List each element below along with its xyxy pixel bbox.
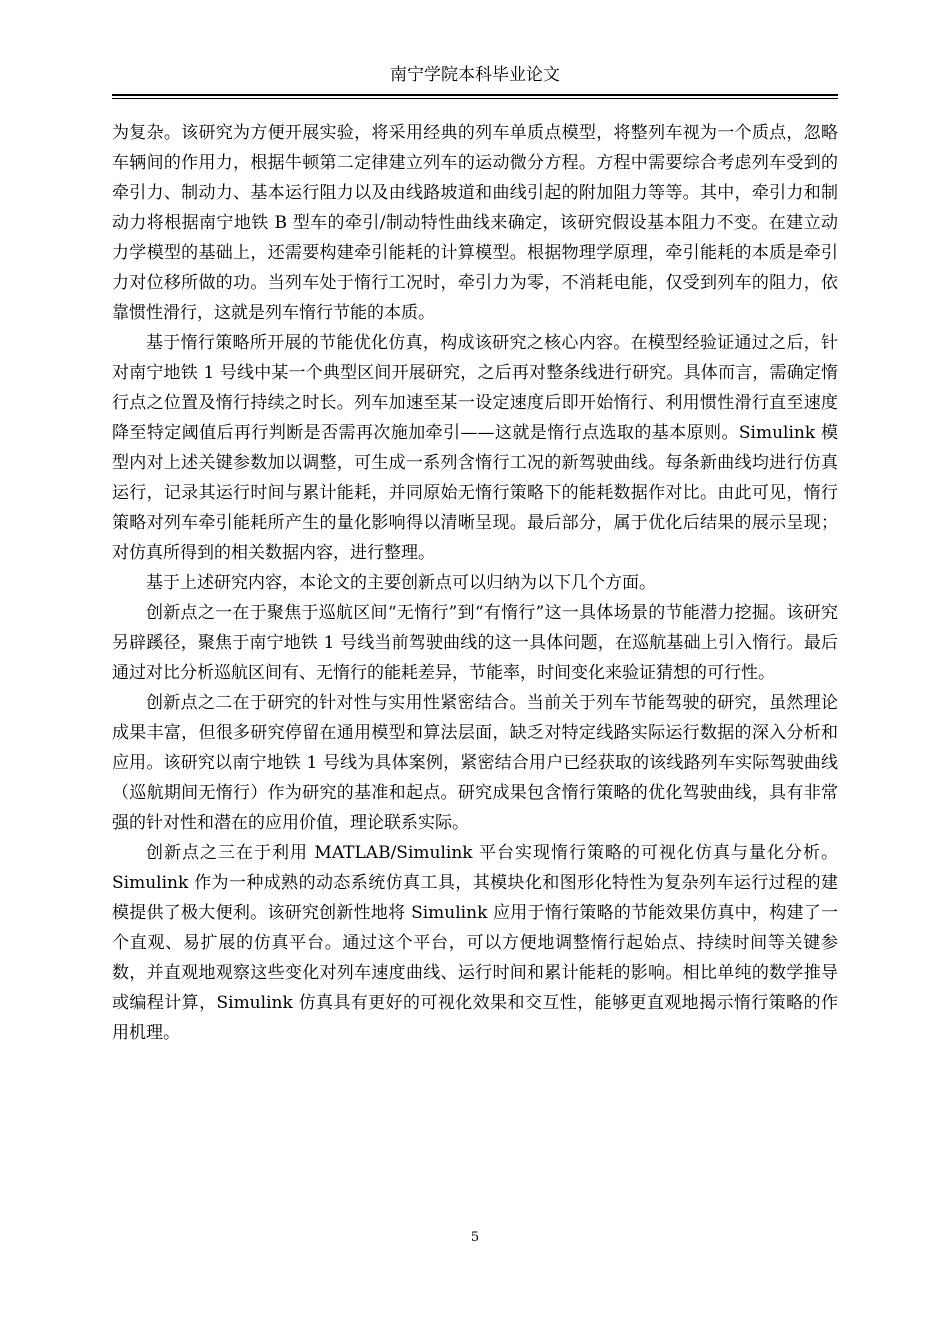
paragraph-continued: 为复杂。该研究为方便开展实验，将采用经典的列车单质点模型，将整列车视为一个质点，忽略车辆间的作用力，根据牛顿第二定律建立列车的运动微分方程。方程中需要综合考虑列车受到的牵引力、制动力、基本运行阻力以及由线路坡道和曲线引起的附加阻力等等。其中，牵引力和制动力将根据南宁地铁 B 型车的牵引/制动特性曲线来确定，该研究假设基本阻力不变。在建立动力学模型的基础上，还需要构建牵引能耗的计算模型。根据物理学原理，牵引能耗的本质是牵引力对位移所做的功。当列车处于惰行工况时，牵引力为零，不消耗电能，仅受到列车的阻力，依靠惯性滑行，这就是列车惰行节能的本质。 [112,123,838,323]
page-number: 5 [470,1230,480,1245]
header-rule-thin [112,98,838,99]
paragraph-innovation-intro: 基于上述研究内容，本论文的主要创新点可以归纳为以下几个方面。 [146,573,656,593]
paragraph-innovation-3: 创新点之三在于利用 MATLAB/Simulink 平台实现惰行策略的可视化仿真与量化分析。Simulink 作为一种成熟的动态系统仿真工具，其模块化和图形化特性为复杂列车运行过程的建模提供了极大便利。该研究创新性地将 Simulink 应用于惰行策略的节能效果仿真中，构建了一个直观、易扩展的仿真平台。通过这个平台，可以方便地调整惰行起始点、持续时间等关键参数，并直观地观察这些变化对列车速度曲线、运行时间和累计能耗的影响。相比单纯的数学推导或编程计算，Simulink 仿真具有更好的可视化效果和交互性，能够更直观地揭示惰行策略的作用机理。 [112,843,838,1043]
body-text [112,118,838,1048]
paragraph-simulation: 基于惰行策略所开展的节能优化仿真，构成该研究之核心内容。在模型经验证通过之后，针对南宁地铁 1 号线中某一个典型区间开展研究，之后再对整条线进行研究。具体而言，需确定惰行点之位置及惰行持续之时长。列车加速至某一设定速度后即开始惰行、利用惯性滑行直至速度降至特定阈值后再行判断是否需再次施加牵引——这就是惰行点选取的基本原则。Simulink 模型内对上述关键参数加以调整，可生成一系列含惰行工况的新驾驶曲线。每条新曲线均进行仿真运行，记录其运行时间与累计能耗，并同原始无惰行策略下的能耗数据作对比。由此可见，惰行策略对列车牵引能耗所产生的量化影响得以清晰呈现。最后部分，属于优化后结果的展示呈现；对仿真所得到的相关数据内容，进行整理。 [112,333,838,563]
running-header: 南宁学院本科毕业论文 [390,65,560,85]
paragraph-innovation-2: 创新点之二在于研究的针对性与实用性紧密结合。当前关于列车节能驾驶的研究，虽然理论成果丰富，但很多研究停留在通用模型和算法层面，缺乏对特定线路实际运行数据的深入分析和应用。该研究以南宁地铁 1 号线为具体案例，紧密结合用户已经获取的该线路列车实际驾驶曲线（巡航期间无惰行）作为研究的基准和起点。研究成果包含惰行策略的优化驾驶曲线，具有非常强的针对性和潜在的应用价值，理论联系实际。 [112,693,838,833]
header-rule-thick [112,94,838,96]
paragraph-innovation-1: 创新点之一在于聚焦于巡航区间“无惰行”到“有惰行”这一具体场景的节能潜力挖掘。该研究另辟蹊径，聚焦于南宁地铁 1 号线当前驾驶曲线的这一具体问题，在巡航基础上引入惰行。最后通过对比分析巡航区间有、无惰行的能耗差异，节能率，时间变化来验证猜想的可行性。 [112,603,838,683]
